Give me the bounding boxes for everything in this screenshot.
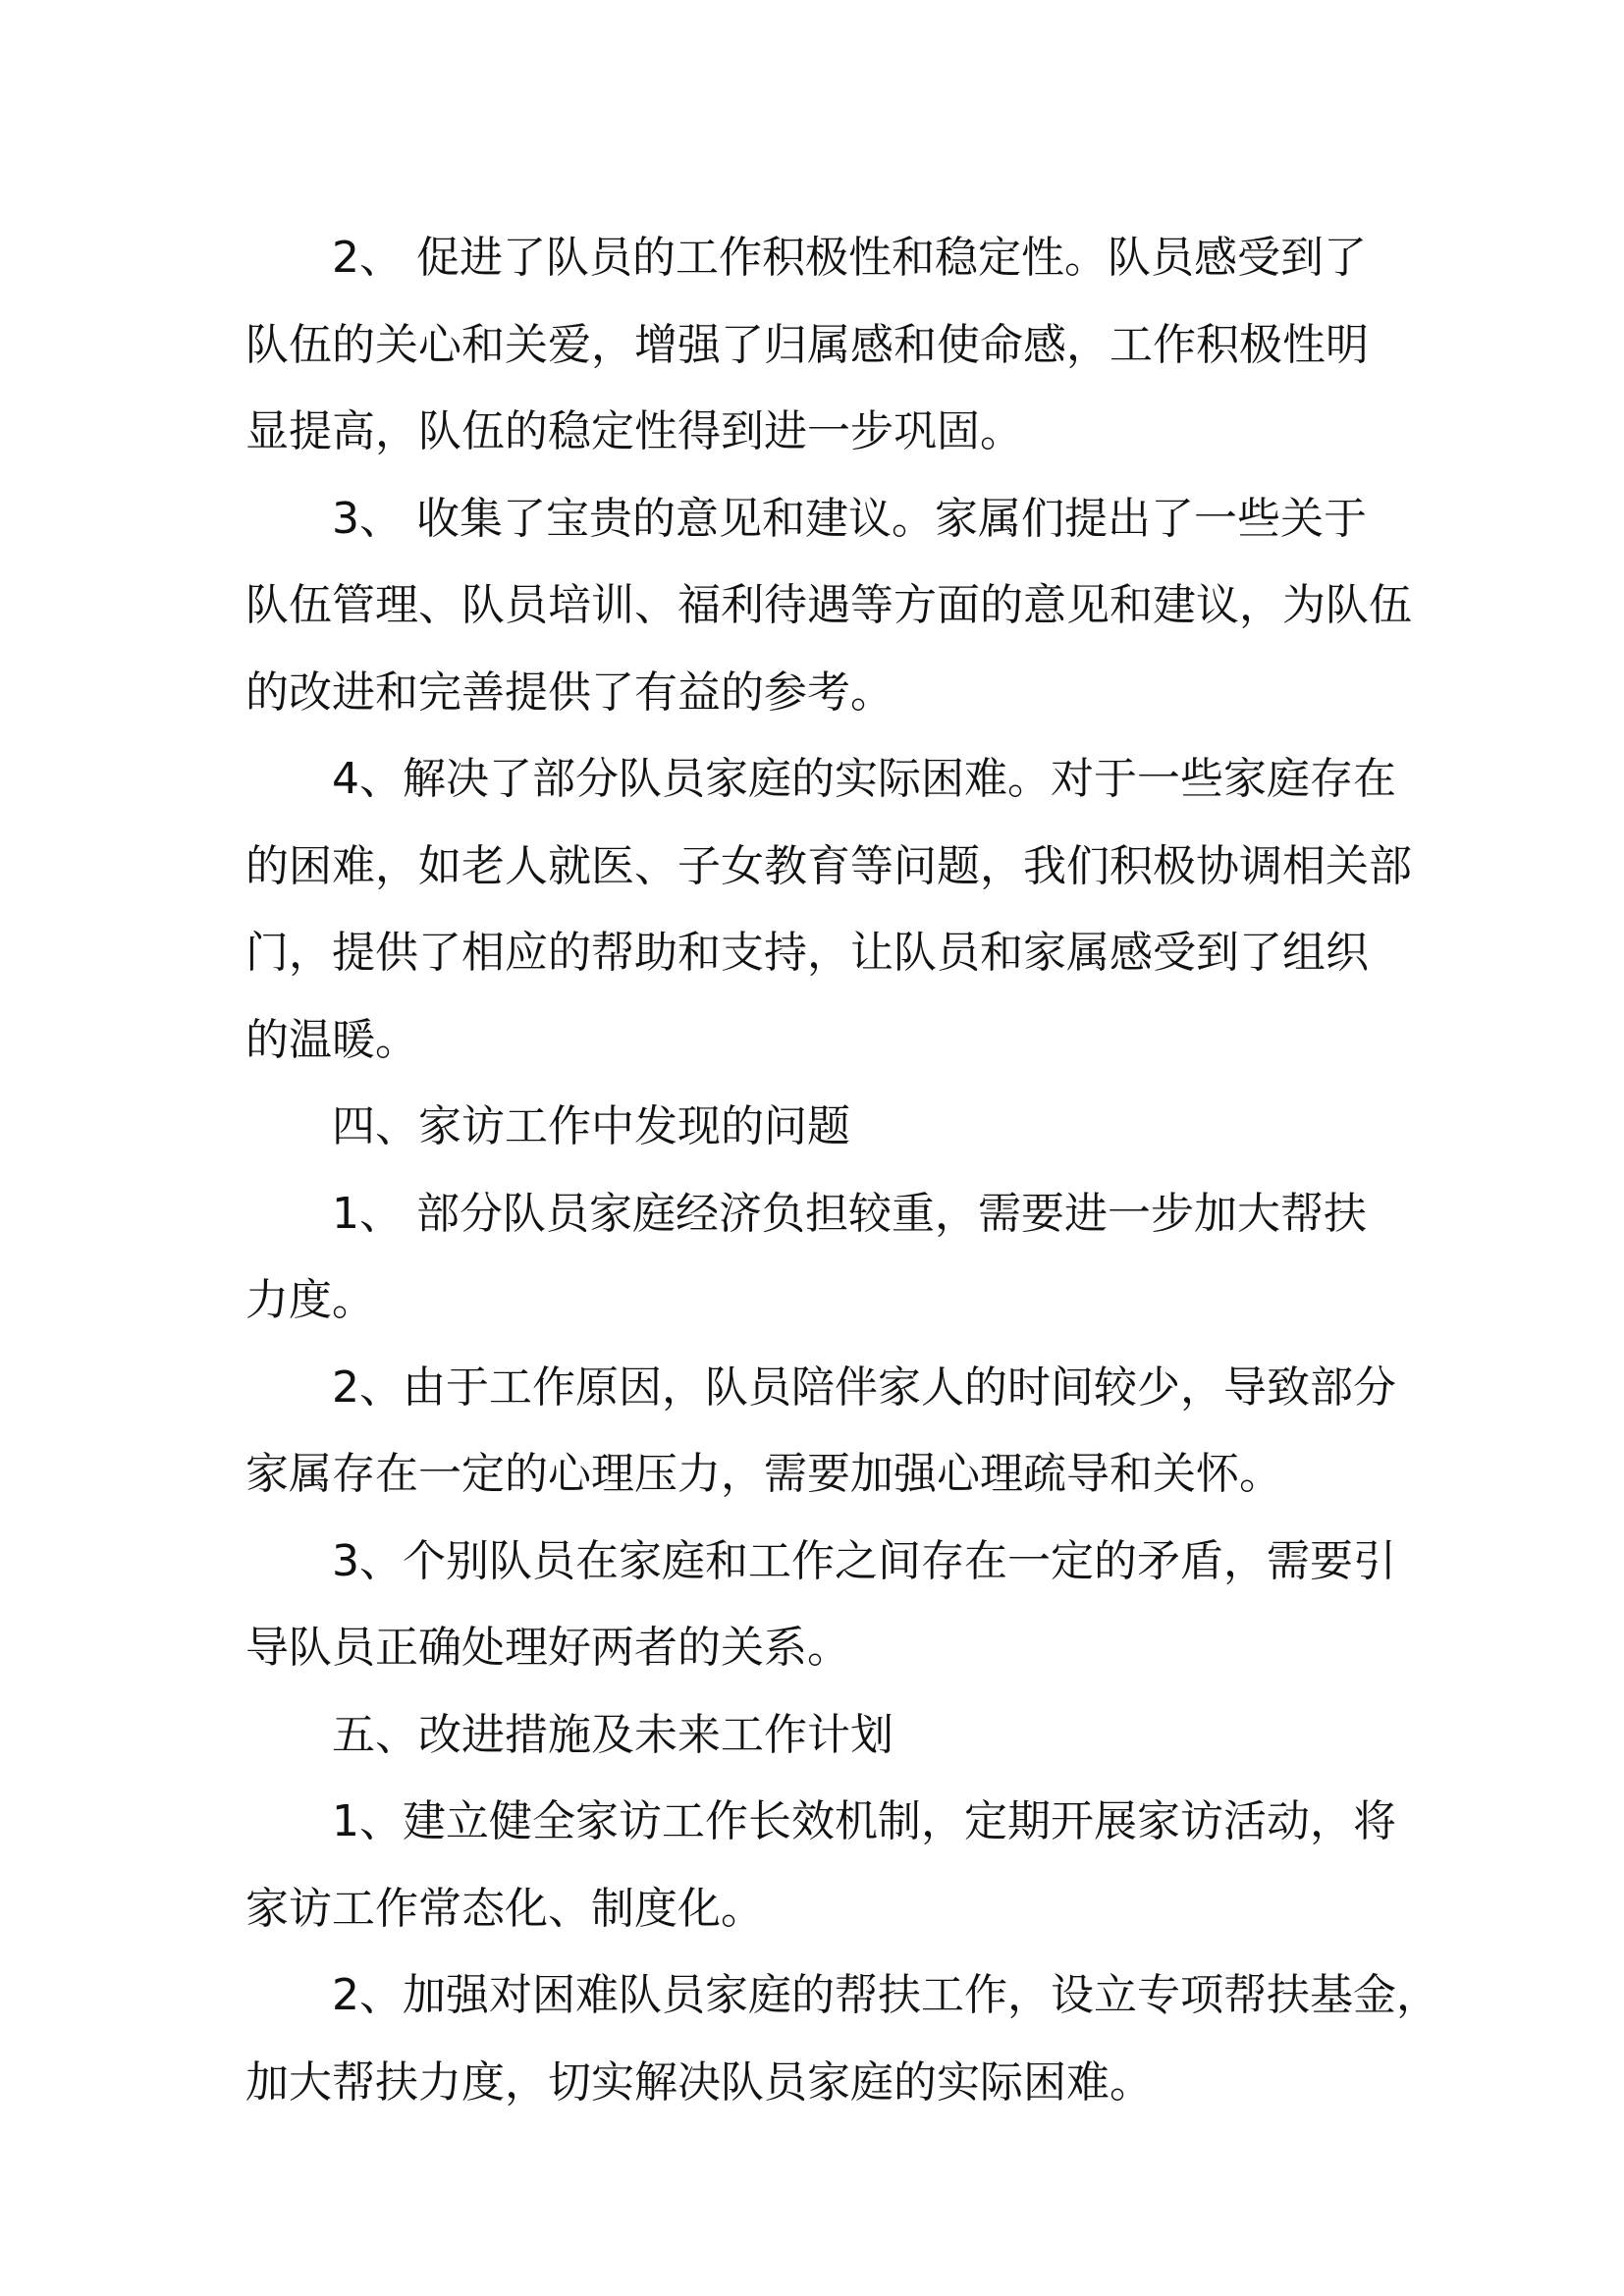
text-line: 力度。	[245, 1275, 375, 1325]
paragraph-plan-support	[245, 1952, 1439, 2126]
text-line: 2、 促进了队员的工作积极性和稳定性。队员感受到了	[332, 233, 1367, 283]
text-line: 2、由于工作原因，队员陪伴家人的时间较少，导致部分	[332, 1362, 1396, 1413]
text-line: 1、 部分队员家庭经济负担较重，需要进一步加大帮扶	[332, 1188, 1367, 1239]
paragraph-difficulties	[245, 736, 1412, 1084]
text-line: 的改进和完善提供了有益的参考。	[245, 667, 893, 718]
paragraph-feedback	[245, 476, 1412, 737]
text-line: 队伍管理、队员培训、福利待遇等方面的意见和建议，为队伍	[245, 580, 1412, 630]
text-line: 导队员正确处理好两者的关系。	[245, 1623, 850, 1673]
text-line: 3、 收集了宝贵的意见和建议。家属们提出了一些关于	[332, 493, 1367, 544]
text-line: 1、建立健全家访工作长效机制，定期开展家访活动，将	[332, 1796, 1396, 1846]
text-line: 加大帮扶力度，切实解决队员家庭的实际困难。	[245, 2056, 1153, 2108]
text-line: 门，提供了相应的帮助和支持，让队员和家属感受到了组织	[245, 928, 1369, 978]
text-line: 五、改进措施及未来工作计划	[332, 1709, 893, 1760]
document-body	[245, 215, 1439, 2126]
paragraph-plan-mechanism	[245, 1779, 1396, 1952]
text-line: 队伍的关心和关爱，增强了归属感和使命感，工作积极性明	[245, 319, 1369, 370]
text-line: 的困难，如老人就医、子女教育等问题，我们积极协调相关部	[245, 840, 1412, 891]
text-line: 2、加强对困难队员家庭的帮扶工作，设立专项帮扶基金，	[332, 1970, 1439, 2020]
section-heading-plans	[245, 1692, 1386, 1780]
paragraph-issue-economic	[245, 1171, 1386, 1345]
paragraph-issue-conflict	[245, 1519, 1396, 1692]
text-line: 家访工作常态化、制度化。	[245, 1883, 764, 1934]
paragraph-issue-companionship	[245, 1345, 1396, 1519]
text-line: 家属存在一定的心理压力，需要加强心理疏导和关怀。	[245, 1449, 1282, 1499]
text-line: 3、个别队员在家庭和工作之间存在一定的矛盾，需要引	[332, 1535, 1396, 1586]
paragraph-morale	[245, 215, 1386, 476]
text-line: 的温暖。	[245, 1014, 418, 1065]
text-line: 四、家访工作中发现的问题	[332, 1101, 850, 1151]
text-line: 显提高，队伍的稳定性得到进一步巩固。	[245, 406, 1023, 456]
section-heading-problems	[245, 1084, 1386, 1171]
text-line: 4、解决了部分队员家庭的实际困难。对于一些家庭存在	[332, 754, 1396, 804]
